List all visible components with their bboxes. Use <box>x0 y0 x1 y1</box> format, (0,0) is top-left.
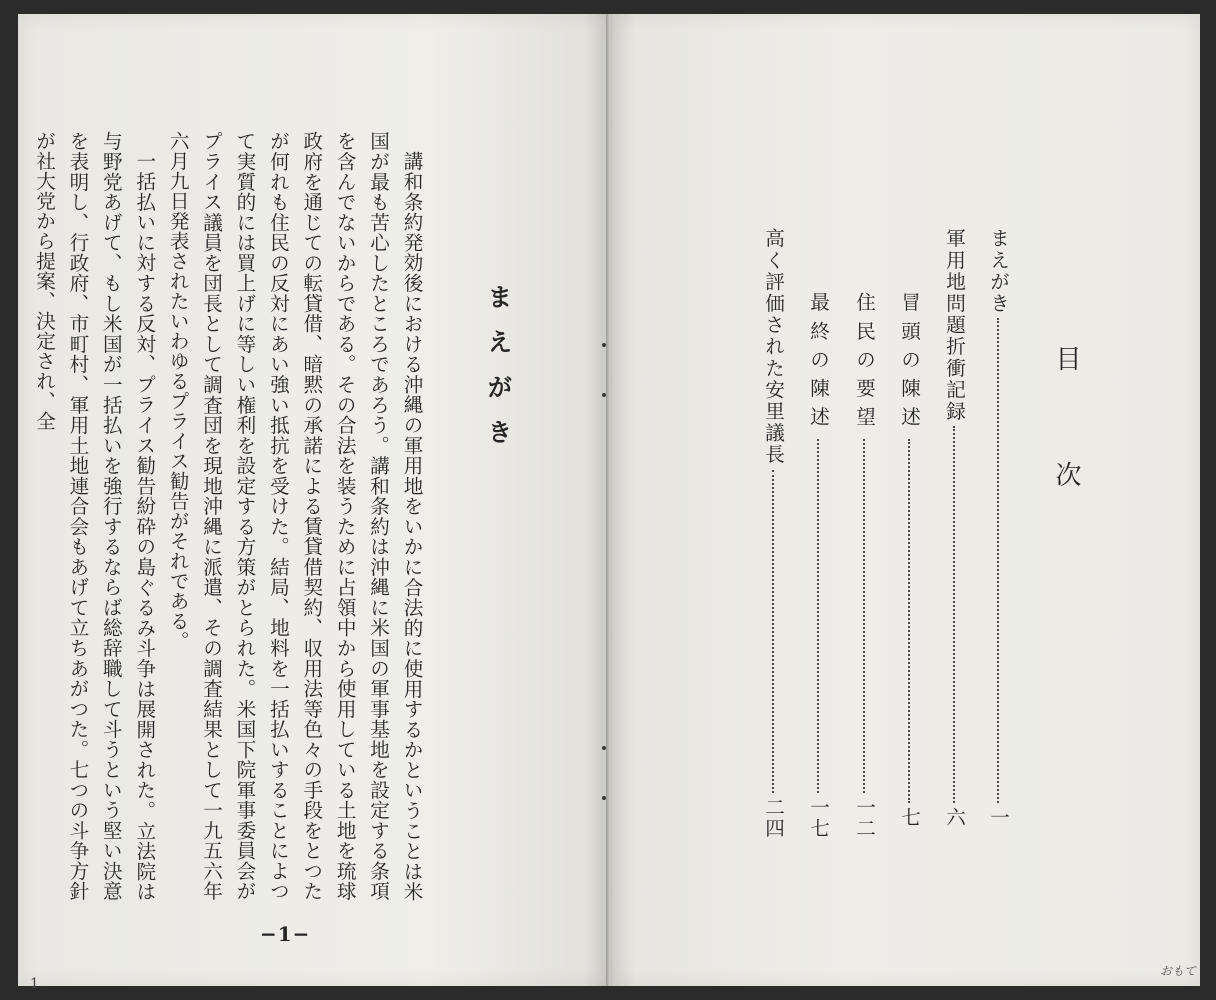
toc-leader-dots <box>863 439 865 793</box>
toc-leader-dots <box>908 439 910 803</box>
toc-item-label: 軍用地問題折衝記録 <box>942 228 966 423</box>
toc-item-maegaki[interactable] <box>983 228 1013 828</box>
toc-item-page: 一七 <box>806 796 830 838</box>
corner-note: おもて <box>1160 964 1197 978</box>
toc-leader-dots <box>817 439 819 793</box>
toc-leader-dots <box>997 318 999 803</box>
booklet-spread <box>18 14 1200 992</box>
paragraph-2: 一括払いに対する反対、プライス勧告紛砕の島ぐるみ斗争は展開された。立法院は与野党あげて、もし米国が一括払いを強行するならば総辞職して斗うという堅い決意を表明し、行政府、市町村、軍用土地連合会もあげて立ちあがつた。七つの斗争方針が社大党から提案、決定され、全 <box>32 131 156 901</box>
toc-leader-dots <box>772 470 774 793</box>
toc-item-label: 最終の陳述 <box>806 292 830 435</box>
toc-item-page: 一 <box>986 807 1010 828</box>
toc-item-label: 高く評価された安里議長 <box>761 228 785 466</box>
toc-item-page: 二四 <box>761 796 785 838</box>
toc-item-chairman-asato[interactable] <box>758 228 788 838</box>
toc-leader-dots <box>953 426 955 803</box>
page-number: −1− <box>260 922 311 946</box>
left-page <box>18 14 608 992</box>
body-text <box>32 131 428 901</box>
toc-item-page: 七 <box>897 807 921 828</box>
toc-item-page: 一二 <box>852 796 876 838</box>
toc-item-label: まえがき <box>986 228 1010 315</box>
toc-item-label: 住民の要望 <box>852 292 876 435</box>
toc-item-residents-requests[interactable] <box>849 292 879 838</box>
toc-item-label: 冒頭の陳述 <box>897 292 921 435</box>
paragraph-1: 講和条約発効後における沖縄の軍用地をいかに合法的に使用するかということは米国が最も苦心したところであろう。講和条約は沖縄に米国の軍事基地を設定する条項を含んでないからである。その合法を装うために占領中から使用している土地を琉球政府を通じての転貸借、暗黙の承諾による賃貸借契約、収用法等色々の手段をとつたが何れも住民の反対にあい強い抵抗を受けた。結局、地料を一括払いすることによつて実質的には買上げに等しい権利を設定する方策がとられた。米国下院軍事委員会がプライス議員を団長として調査団を現地沖縄に派遣、その調査結果として一九五六年六月九日発表されたいわゆるプライス勧告がそれである。 <box>166 131 423 901</box>
toc-item-opening-statement[interactable] <box>894 292 924 828</box>
toc-item-final-statement[interactable] <box>803 292 833 838</box>
toc-title: 目次 <box>1051 345 1081 577</box>
toc-item-negotiation-record[interactable] <box>939 228 969 828</box>
edge-mark: 1 <box>30 976 39 992</box>
toc-item-page: 六 <box>942 807 966 828</box>
section-heading: まえがき <box>484 284 513 464</box>
